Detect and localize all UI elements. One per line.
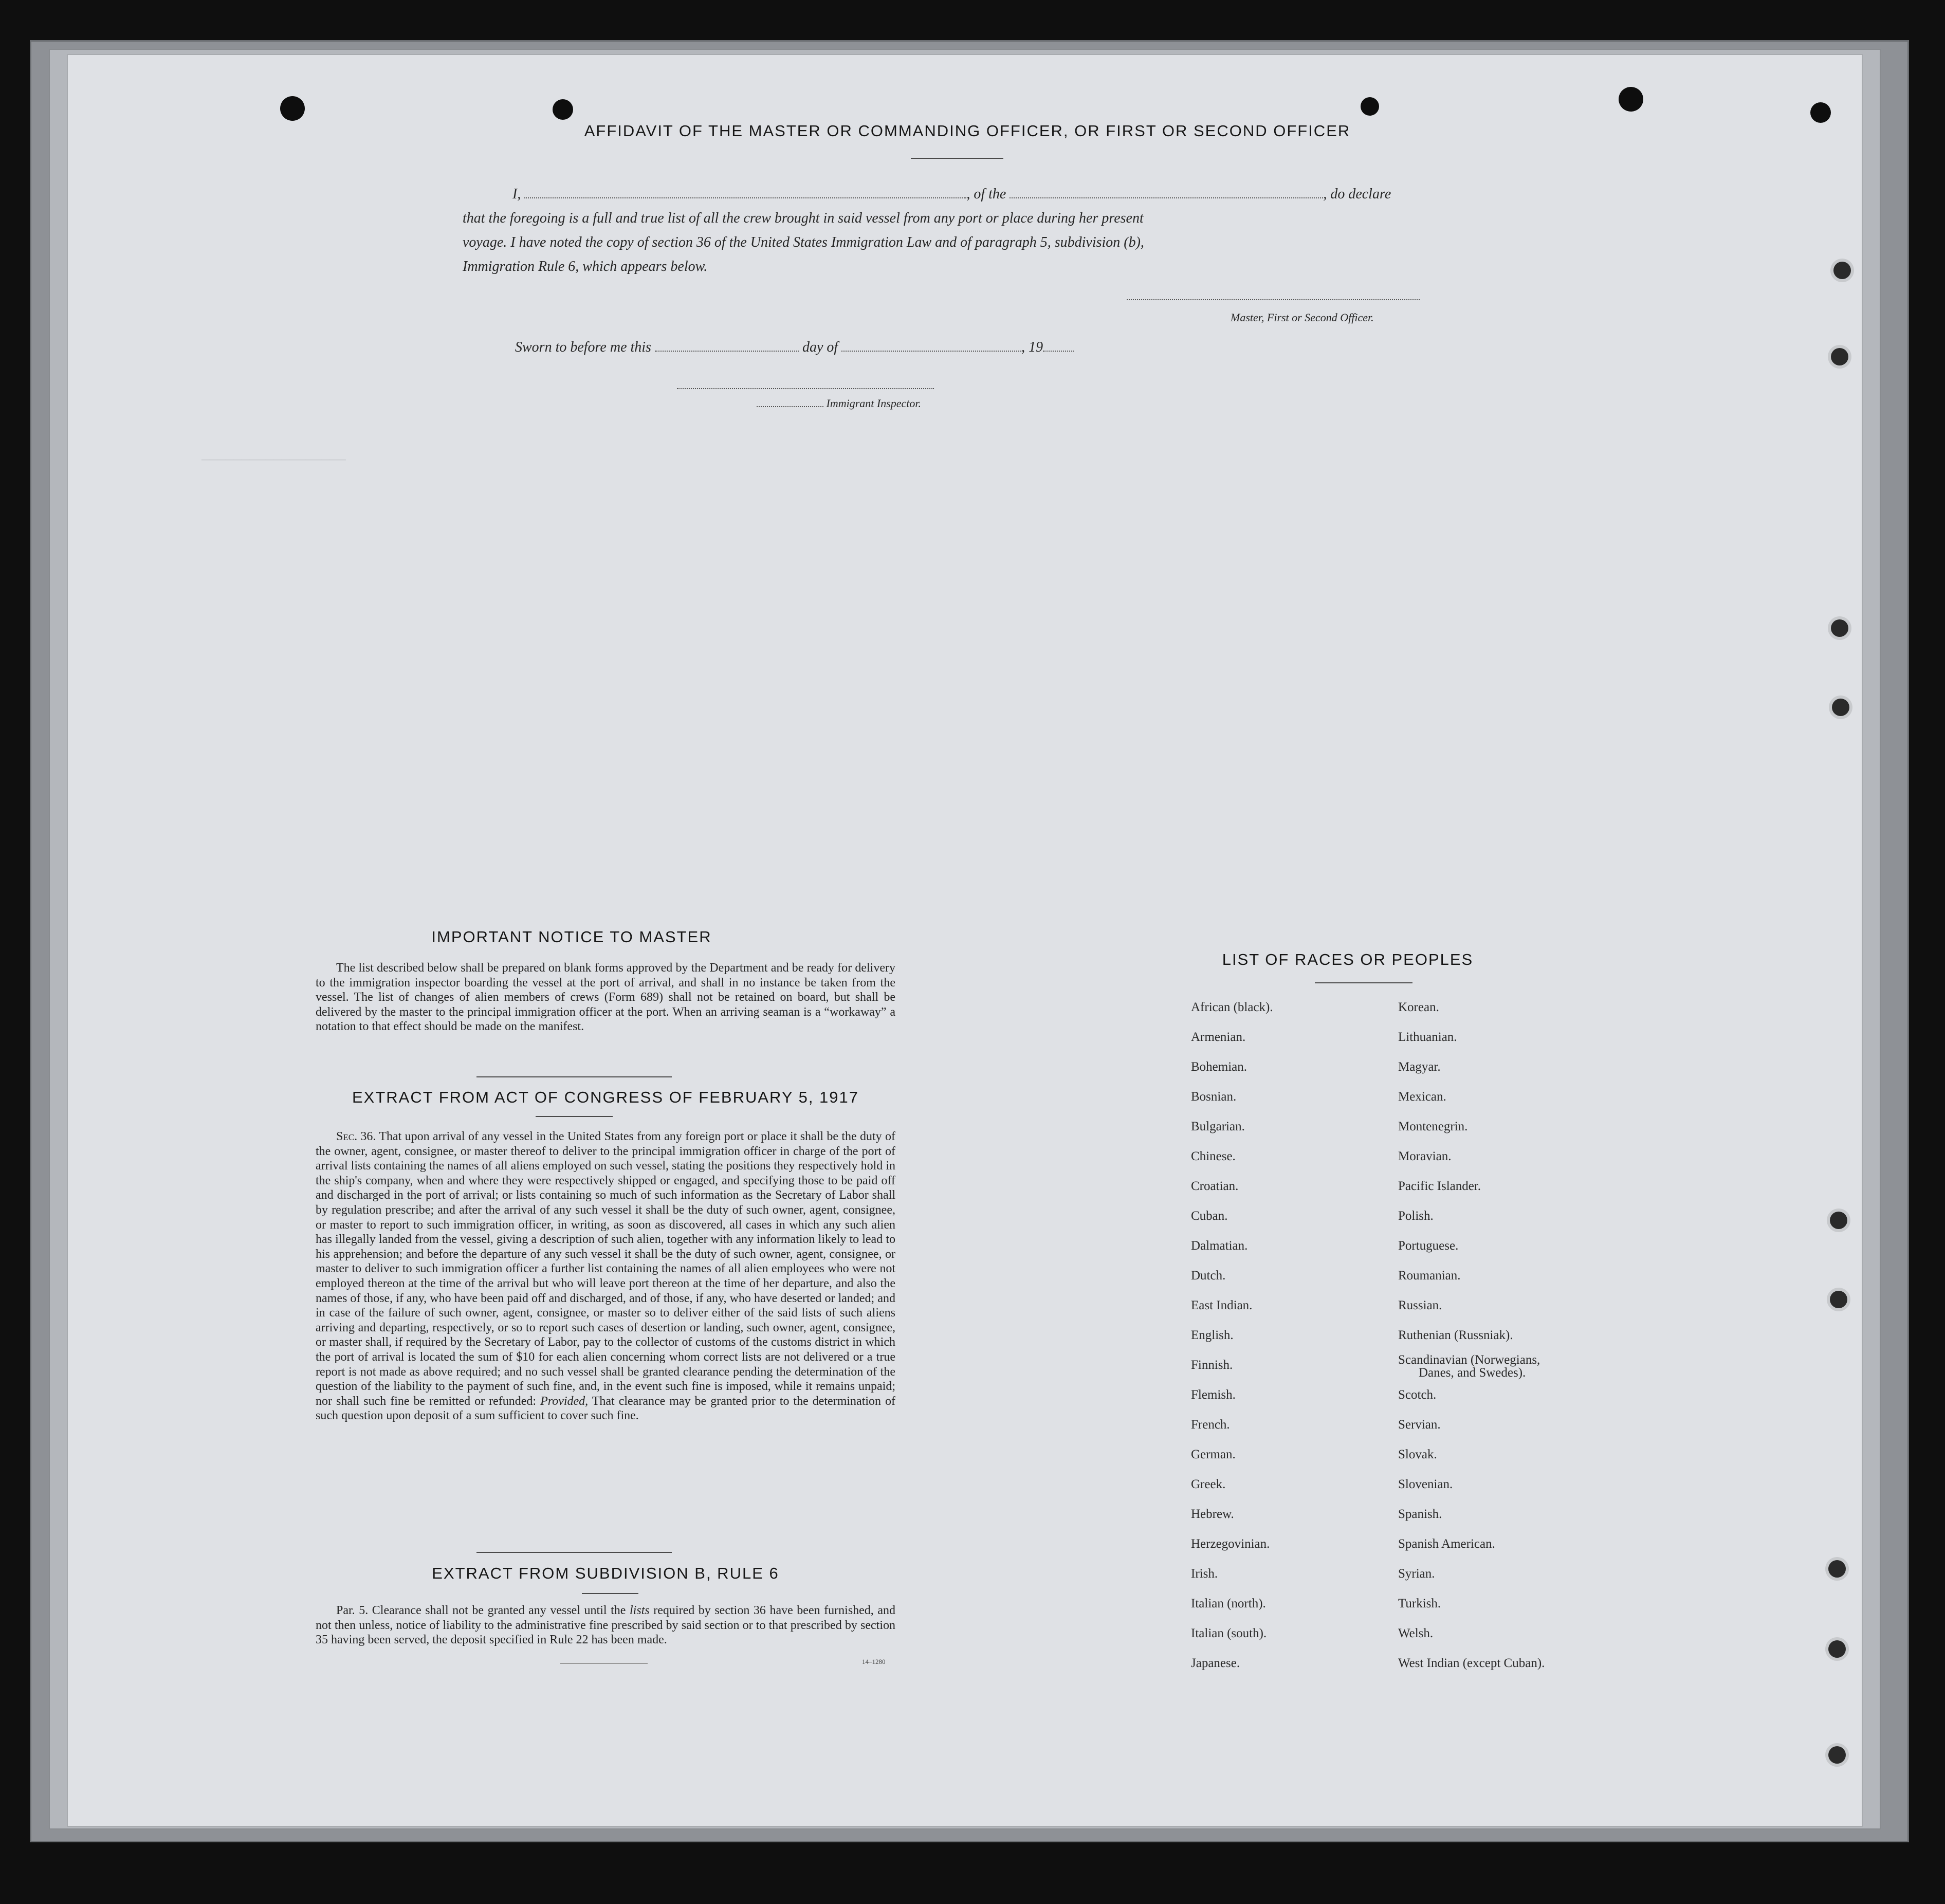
divider — [1315, 982, 1412, 983]
sworn-month-blank[interactable] — [841, 351, 1021, 352]
race-item: Scandinavian (Norwegians, — [1398, 1353, 1540, 1367]
affidavit-line-1 — [512, 186, 1391, 203]
race-item: Italian (south). — [1191, 1626, 1267, 1640]
punch-hole — [1810, 102, 1831, 123]
affidavit-line-4: Immigration Rule 6, which appears below. — [463, 259, 708, 274]
sworn-year: , 19 — [1021, 339, 1043, 355]
edge-hole — [1831, 348, 1848, 365]
race-item: Hebrew. — [1191, 1507, 1234, 1521]
race-item: Spanish. — [1398, 1507, 1442, 1521]
punch-hole — [553, 99, 573, 120]
race-item: Servian. — [1398, 1418, 1441, 1432]
affidavit-line-2: that the foregoing is a full and true list of all the crew brought in said vessel from any port or place during her present — [463, 210, 1144, 226]
race-item: German. — [1191, 1448, 1236, 1461]
race-item: Dalmatian. — [1191, 1239, 1248, 1253]
signature-caption: Master, First or Second Officer. — [1231, 311, 1374, 324]
race-item: Japanese. — [1191, 1656, 1240, 1670]
race-item: Irish. — [1191, 1567, 1218, 1581]
race-item: Russian. — [1398, 1298, 1442, 1312]
name-blank[interactable] — [524, 197, 966, 198]
affidavit-of-the: , of the — [966, 186, 1006, 202]
printer-mark — [560, 1663, 648, 1664]
sworn-date-blank[interactable] — [655, 351, 799, 352]
race-item: Bulgarian. — [1191, 1120, 1245, 1133]
act-title: EXTRACT FROM ACT OF CONGRESS OF FEBRUARY 5, 1917 — [352, 1088, 859, 1106]
race-item: Pacific Islander. — [1398, 1179, 1481, 1193]
edge-hole — [1830, 1291, 1847, 1308]
rule-text-end: required by section 36 have been furnished, and not then unless, notice of liability to the administrative fine prescribed by said section or to that prescribed by section 35 having been served, the deposit specified in Rule 22 has been made. — [316, 1604, 896, 1647]
notice-body: The list described below shall be prepared on blank forms approved by the Department and be ready for delivery to the immigration inspector boarding the vessel at the port of arrival, and shall in no instance be taken from the vessel. The list of changes of alien members of crews (Form 689) shall not be retained on board, but shall be delivered by the master to the principal immigration officer at the port. When an arriving seaman is a “workaway” a notation to that effect should be made on the manifest. — [316, 961, 895, 1034]
races-title: LIST OF RACES OR PEOPLES — [1222, 950, 1474, 968]
race-item: Ruthenian (Russniak). — [1398, 1328, 1513, 1342]
edge-hole — [1828, 1640, 1846, 1658]
affidavit-i: I, — [512, 186, 521, 202]
signature-blank[interactable] — [1127, 299, 1420, 300]
race-item: Turkish. — [1398, 1597, 1441, 1610]
divider — [536, 1116, 613, 1117]
race-item: Mexican. — [1398, 1090, 1446, 1104]
race-item: Herzegovinian. — [1191, 1537, 1270, 1551]
race-item: Syrian. — [1398, 1567, 1435, 1581]
form-page — [67, 54, 1863, 1827]
punch-hole — [1361, 97, 1379, 116]
divider — [911, 158, 1003, 159]
inspector-line — [757, 397, 921, 410]
punch-hole — [1619, 87, 1643, 112]
affidavit-title: AFFIDAVIT OF THE MASTER OR COMMANDING OFFICER, OR FIRST OR SECOND OFFICER — [584, 122, 1351, 140]
punch-hole — [280, 96, 305, 121]
race-item: Portuguese. — [1398, 1239, 1459, 1253]
inspector-blank[interactable] — [677, 388, 934, 389]
race-item: Slovenian. — [1398, 1477, 1453, 1491]
sworn-prefix: Sworn to before me this — [515, 339, 651, 355]
race-item: Armenian. — [1191, 1030, 1246, 1044]
race-item: African (black). — [1191, 1000, 1273, 1014]
race-item: Welsh. — [1398, 1626, 1434, 1640]
inspector-dots — [757, 406, 823, 407]
race-item: Cuban. — [1191, 1209, 1228, 1223]
race-item: Finnish. — [1191, 1358, 1233, 1372]
rule-lists-word: lists — [630, 1604, 650, 1617]
race-item: Scotch. — [1398, 1388, 1437, 1402]
race-item: Croatian. — [1191, 1179, 1239, 1193]
race-item: Chinese. — [1191, 1149, 1236, 1163]
edge-hole — [1830, 1212, 1847, 1229]
races-right-column — [1398, 1000, 1545, 1686]
divider — [476, 1076, 672, 1077]
race-item: Dutch. — [1191, 1269, 1226, 1283]
sworn-line — [515, 339, 1074, 356]
race-item: Greek. — [1191, 1477, 1226, 1491]
race-item: Korean. — [1398, 1000, 1439, 1014]
sworn-year-blank[interactable] — [1043, 351, 1074, 352]
race-item: English. — [1191, 1328, 1234, 1342]
race-item: Spanish American. — [1398, 1537, 1495, 1551]
edge-hole — [1832, 699, 1849, 716]
race-item: Roumanian. — [1398, 1269, 1461, 1283]
act-section-label: Sec. 36. — [336, 1130, 376, 1143]
rule-title: EXTRACT FROM SUBDIVISION B, RULE 6 — [432, 1564, 779, 1582]
race-item: Magyar. — [1398, 1060, 1441, 1074]
notice-title: IMPORTANT NOTICE TO MASTER — [431, 928, 712, 946]
race-item: Bohemian. — [1191, 1060, 1247, 1074]
vessel-blank[interactable] — [1010, 197, 1323, 198]
race-item: East Indian. — [1191, 1298, 1253, 1312]
races-left-column — [1191, 1000, 1273, 1686]
bleed-through-table: ―――――――――――――――――― — [201, 452, 346, 467]
edge-hole — [1831, 619, 1848, 637]
race-item: Bosnian. — [1191, 1090, 1237, 1104]
act-text: That upon arrival of any vessel in the United States from any foreign port or place it shall be the duty of the owner, agent, consignee, or master thereof to deliver to the principal immigration officer in charge of the port of arrival lists containing the names of all aliens employed on such vessel, stating the positions they respectively hold in the ship's company, when and where they were respectively shipped or engaged, and specifying those to be paid off and discharged in the port of arrival; or lists containing so much of such information as the Secretary of Labor shall by regulation prescribe; and after the arrival of any such vessel it shall be the duty of such owner, agent, consignee, or master to report to such immigration officer, in writing, as soon as discovered, all cases in which any such alien has illegally landed from the vessel, giving a description of such alien, together with any information likely to lead to his apprehension; and before the departure of any such vessel it shall be the duty of such owner, agent, consignee, or master to deliver to such immigration officer a further list containing the names of all alien employees who were not employed thereon at the time of the arrival but who will leave port thereon at the time of her departure, and also the names of those, if any, who have been paid off and discharged, and of those, if any, who have deserted or landed; and in case of the failure of such owner, agent, consignee, or master so to deliver either of the said lists of such aliens arriving and departing, respectively, or so to report such cases of desertion or landing, such owner, agent, consignee, or master shall, if required by the Secretary of Labor, pay to the collector of customs of the customs district in which the port of arrival is located the sum of $10 for each alien concerning whom correct lists are not delivered or a true report is not made as above required; and no such vessel shall be granted clearance pending the determination of the question of the liability to the payment of such fine, and, in the event such fine is imposed, while it remains unpaid; nor shall such fine be remitted or refunded: — [316, 1130, 895, 1408]
rule-text-start: Clearance shall not be granted any vessel until the — [372, 1604, 626, 1617]
race-item: Moravian. — [1398, 1149, 1452, 1163]
edge-hole — [1828, 1746, 1846, 1764]
rule-body — [316, 1603, 895, 1647]
race-item: Lithuanian. — [1398, 1030, 1457, 1044]
race-item: Flemish. — [1191, 1388, 1236, 1402]
sworn-day-of: day of — [802, 339, 838, 355]
divider — [476, 1552, 672, 1553]
form-number: 14–1280 — [862, 1658, 886, 1665]
race-item: Italian (north). — [1191, 1597, 1266, 1610]
act-provided: Provided, — [540, 1394, 589, 1408]
act-text-end: That clearance may be granted prior to the determination of such question upon deposit of a sum sufficient to cover such fine. — [316, 1394, 895, 1423]
race-item: Polish. — [1398, 1209, 1434, 1223]
affidavit-line-3: voyage. I have noted the copy of section 36 of the United States Immigration Law and of paragraph 5, subdivision (b), — [463, 234, 1144, 250]
edge-hole — [1828, 1560, 1846, 1578]
race-item-continuation: Danes, and Swedes). — [1419, 1366, 1526, 1380]
affidavit-declare: , do declare — [1323, 186, 1391, 202]
race-item: Montenegrin. — [1398, 1120, 1468, 1133]
rule-par-label: Par. 5. — [336, 1604, 369, 1617]
act-body — [316, 1129, 895, 1423]
race-item: Slovak. — [1398, 1448, 1437, 1461]
race-item: West Indian (except Cuban). — [1398, 1656, 1545, 1670]
race-item-scandinavian — [1398, 1353, 1545, 1387]
inspector-caption: Immigrant Inspector. — [826, 397, 922, 410]
edge-hole — [1833, 262, 1851, 279]
divider — [582, 1593, 638, 1594]
race-item: French. — [1191, 1418, 1230, 1432]
